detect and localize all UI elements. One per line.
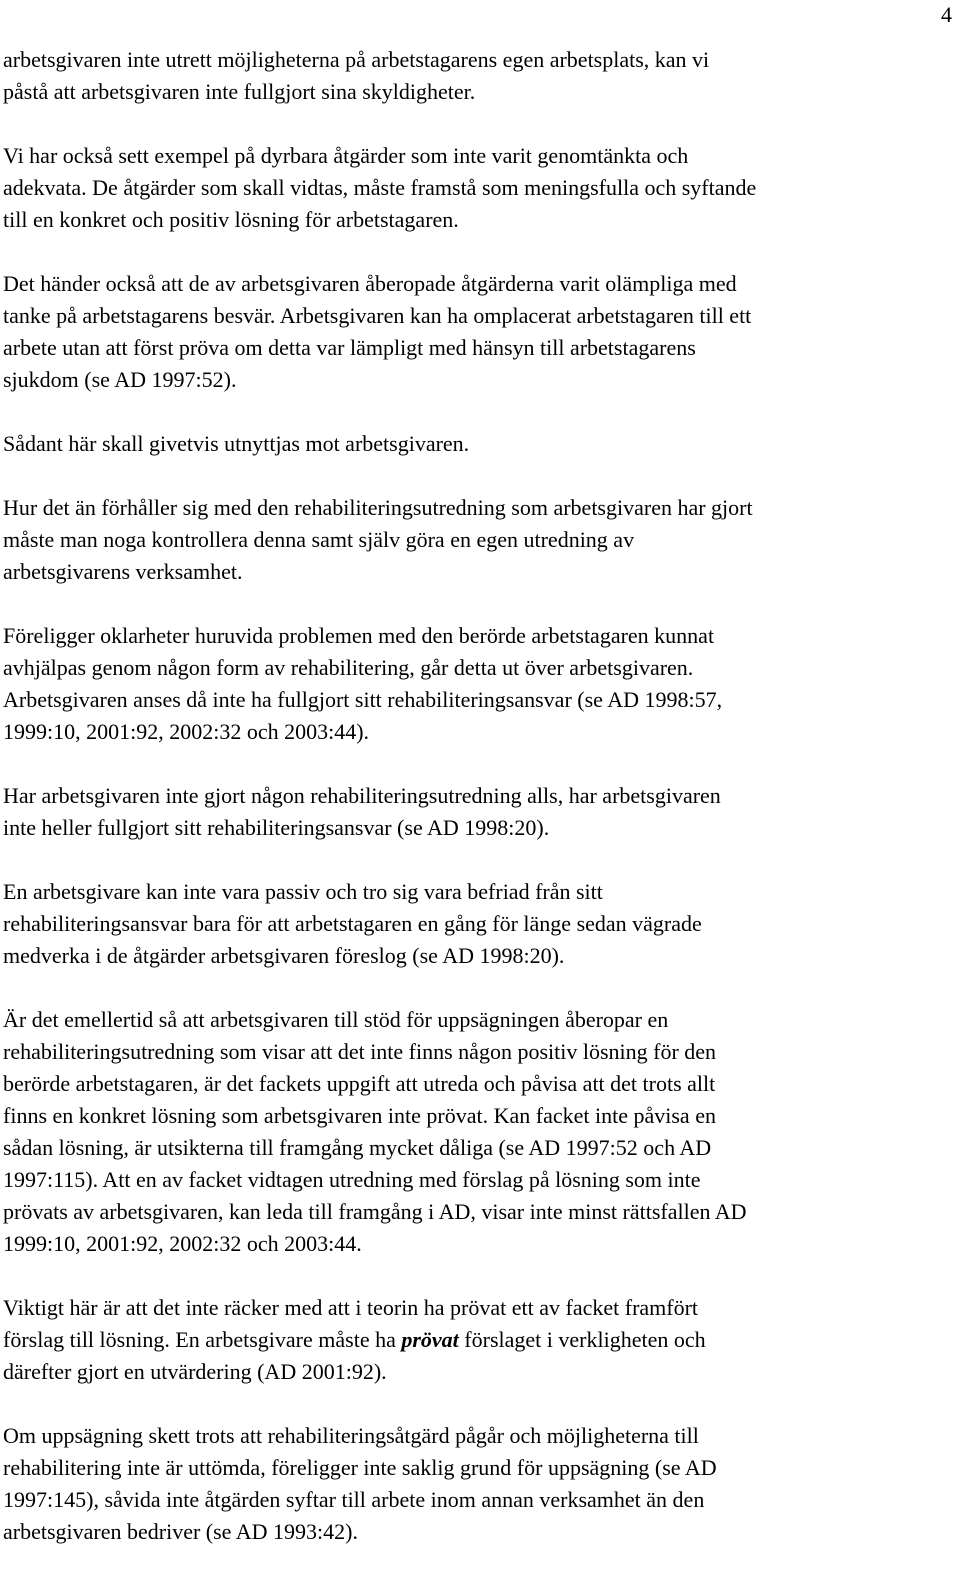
text-line: sjukdom (se AD 1997:52). [3, 367, 237, 392]
paragraph [3, 780, 957, 844]
paragraph [3, 876, 957, 972]
text-line: Har arbetsgivaren inte gjort någon rehabiliteringsutredning alls, har arbetsgivaren [3, 783, 721, 808]
text-line: berörde arbetstagaren, är det fackets uppgift att utreda och påvisa att det trots allt [3, 1071, 716, 1096]
text-line: arbetsgivaren inte utrett möjligheterna på arbetstagarens egen arbetsplats, kan vi [3, 47, 710, 72]
text-line: sådan lösning, är utsikterna till framgång mycket dåliga (se AD 1997:52 och AD [3, 1135, 712, 1160]
paragraph [3, 1420, 957, 1548]
text-line: arbetsgivaren bedriver (se AD 1993:42). [3, 1519, 358, 1544]
text-line: adekvata. De åtgärder som skall vidtas, måste framstå som meningsfulla och syftande [3, 175, 757, 200]
text-line: 1999:10, 2001:92, 2002:32 och 2003:44). [3, 719, 370, 744]
paragraph [3, 492, 957, 588]
text-line: Det händer också att de av arbetsgivaren åberopade åtgärderna varit olämpliga med [3, 271, 737, 296]
paragraph [3, 428, 957, 460]
text-line: Arbetsgivaren anses då inte ha fullgjort sitt rehabiliteringsansvar (se AD 1998:57, [3, 687, 723, 712]
text-line: Hur det än förhåller sig med den rehabiliteringsutredning som arbetsgivaren har gjort [3, 495, 753, 520]
text-line: Vi har också sett exempel på dyrbara åtgärder som inte varit genomtänkta och [3, 143, 689, 168]
text-line: rehabiliteringsansvar bara för att arbetstagaren en gång för länge sedan vägrade [3, 911, 702, 936]
text-line [3, 1324, 957, 1356]
text-line: påstå att arbetsgivaren inte fullgjort sina skyldigheter. [3, 79, 476, 104]
text-line: 1999:10, 2001:92, 2002:32 och 2003:44. [3, 1231, 362, 1256]
paragraph [3, 44, 957, 108]
text-line: prövats av arbetsgivaren, kan leda till framgång i AD, visar inte minst rättsfallen AD [3, 1199, 747, 1224]
text-line: medverka i de åtgärder arbetsgivaren föreslog (se AD 1998:20). [3, 943, 565, 968]
text-line: rehabiliteringsutredning som visar att det inte finns någon positiv lösning för den [3, 1039, 717, 1064]
text-line: En arbetsgivare kan inte vara passiv och tro sig vara befriad från sitt [3, 879, 603, 904]
text-line: 1997:145), såvida inte åtgärden syftar till arbete inom annan verksamhet än den [3, 1487, 705, 1512]
text-line: rehabilitering inte är uttömda, föreligger inte saklig grund för uppsägning (se AD [3, 1455, 717, 1480]
text-line: Sådant här skall givetvis utnyttjas mot arbetsgivaren. [3, 431, 470, 456]
paragraph [3, 140, 957, 236]
text-line: till en konkret och positiv lösning för arbetstagaren. [3, 207, 459, 232]
text-line: därefter gjort en utvärdering (AD 2001:92). [3, 1359, 387, 1384]
text-line: Om uppsägning skett trots att rehabiliteringsåtgärd pågår och möjligheterna till [3, 1423, 699, 1448]
text-line: Är det emellertid så att arbetsgivaren till stöd för uppsägningen åberopar en [3, 1007, 669, 1032]
text-run: förslaget i verkligheten och [458, 1327, 706, 1352]
text-line: arbete utan att först pröva om detta var lämpligt med hänsyn till arbetstagarens [3, 335, 696, 360]
paragraph [3, 620, 957, 748]
text-run: förslag till lösning. En arbetsgivare måste ha [3, 1327, 402, 1352]
text-line: tanke på arbetstagarens besvär. Arbetsgivaren kan ha omplacerat arbetstagaren till ett [3, 303, 752, 328]
paragraph [3, 268, 957, 396]
emphasized-word: prövat [401, 1327, 459, 1352]
text-line: Föreligger oklarheter huruvida problemen med den berörde arbetstagaren kunnat [3, 623, 715, 648]
page-number: 4 [941, 2, 952, 27]
text-line: finns en konkret lösning som arbetsgivaren inte prövat. Kan facket inte påvisa en [3, 1103, 716, 1128]
paragraph [3, 1292, 957, 1388]
text-line: måste man noga kontrollera denna samt själv göra en egen utredning av [3, 527, 635, 552]
text-line: avhjälpas genom någon form av rehabilitering, går detta ut över arbetsgivaren. [3, 655, 694, 680]
text-line: 1997:115). Att en av facket vidtagen utredning med förslag på lösning som inte [3, 1167, 701, 1192]
paragraph [3, 1004, 957, 1260]
text-line: Viktigt här är att det inte räcker med att i teorin ha prövat ett av facket framfört [3, 1295, 699, 1320]
document-body [3, 44, 957, 1580]
text-line: arbetsgivarens verksamhet. [3, 559, 243, 584]
text-line: inte heller fullgjort sitt rehabiliteringsansvar (se AD 1998:20). [3, 815, 550, 840]
